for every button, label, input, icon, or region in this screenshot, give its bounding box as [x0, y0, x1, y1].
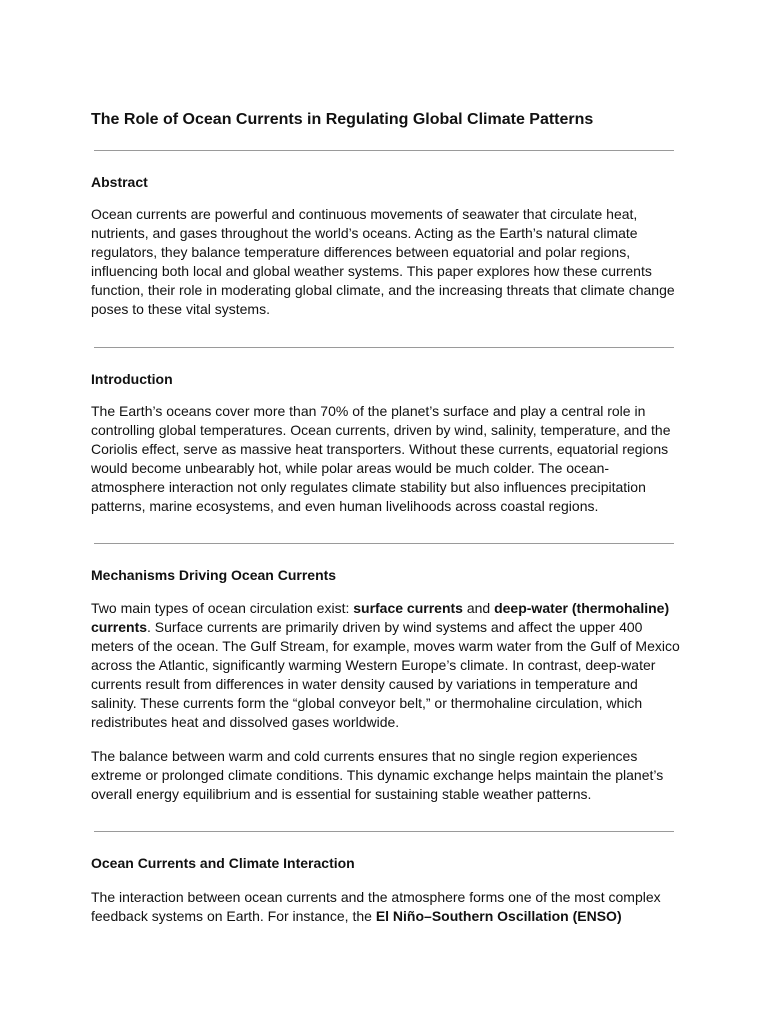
introduction-heading: Introduction: [91, 371, 173, 387]
mechanisms-text-lead: Two main types of ocean circulation exist:: [91, 600, 354, 616]
deep-water-currents-term: deep-water (thermohaline) currents: [91, 600, 670, 635]
introduction-paragraph: The Earth’s oceans cover more than 70% of the planet’s surface and play a central role in controlling global temperatures. Ocean currents, driven by wind, salinity, temperature, and the Coriolis effect, serve as massive heat transporters. Without these currents, equatorial regions would become unbearably hot, while polar areas would be much colder. The ocean-atmosphere interaction not only regulates climate stability but also influences precipitation patterns, marine ecosystems, and even human livelihoods across coastal regions.: [91, 403, 671, 514]
mechanisms-text-rest: . Surface currents are primarily driven by wind systems and affect the upper 400 meters of the ocean. The Gulf Stream, for example, moves warm water from the Gulf of Mexico across the Atlantic, significantly warming Western Europe’s climate. In contrast, deep-water currents result from differences in water density caused by variations in temperature and salinity. These currents form the “global conveyor belt,” or thermohaline circulation, which redistributes heat and dissolved gases worldwide.: [91, 619, 680, 730]
abstract-heading: Abstract: [91, 174, 148, 190]
mechanisms-paragraph-2: The balance between warm and cold currents ensures that no single region experiences extreme or prolonged climate conditions. This dynamic exchange helps maintain the planet’s overall energy equilibrium and is essential for sustaining stable weather patterns.: [91, 748, 664, 802]
interaction-heading: Ocean Currents and Climate Interaction: [91, 855, 355, 871]
section-divider: [94, 831, 674, 832]
document-title: The Role of Ocean Currents in Regulating Global Climate Patterns: [91, 111, 594, 128]
abstract-paragraph: Ocean currents are powerful and continuous movements of seawater that circulate heat, nutrients, and gases throughout the world’s oceans. Acting as the Earth’s natural climate regulators, they balance temperature differences between equatorial and polar regions, influencing both local and global weather systems. This paper explores how these currents function, their role in moderating global climate, and the increasing threats that climate change poses to these vital systems.: [91, 206, 675, 317]
section-divider: [94, 543, 674, 544]
section-divider: [94, 150, 674, 151]
interaction-paragraph: [91, 888, 681, 926]
enso-term: El Niño–Southern Oscillation (ENSO): [375, 908, 622, 924]
surface-currents-term: surface currents: [353, 600, 463, 616]
section-divider: [94, 347, 674, 348]
mechanisms-heading: Mechanisms Driving Ocean Currents: [91, 567, 337, 583]
interaction-text-lead: The interaction between ocean currents and the atmosphere forms one of the most complex feedback systems on Earth. For instance, the: [91, 889, 661, 924]
mechanisms-paragraph-1: [91, 599, 681, 732]
mechanisms-text-mid: and: [462, 600, 495, 616]
